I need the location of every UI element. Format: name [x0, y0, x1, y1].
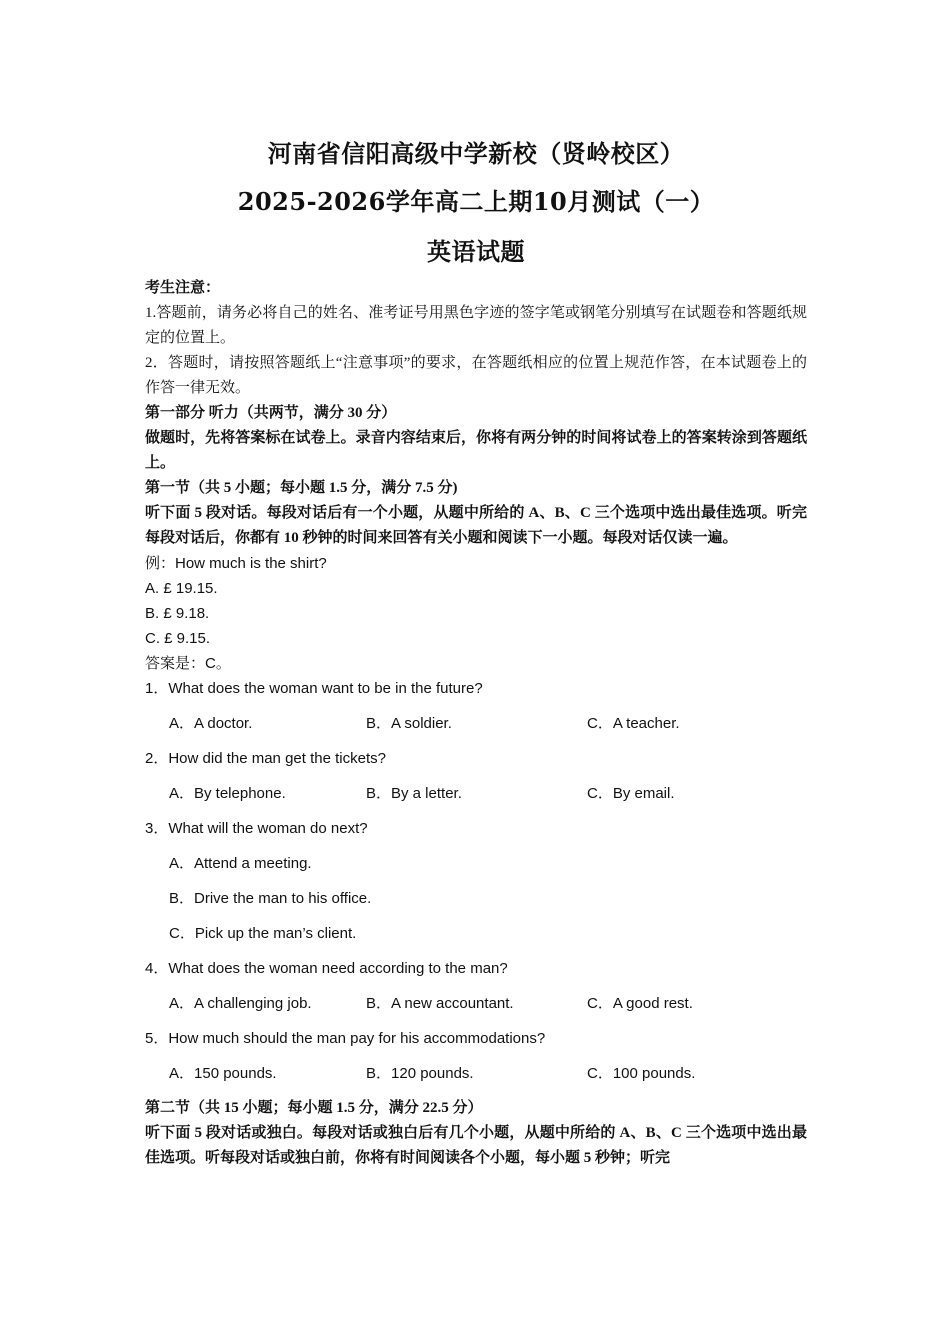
option-a: A．Attend a meeting.: [169, 855, 312, 872]
section1-heading: 第一节（共 5 小题；每小题 1.5 分，满分 7.5 分): [145, 480, 458, 496]
option-a: A．A doctor.: [169, 715, 253, 732]
section2-instruction: 听下面 5 段对话或独白。每段对话或独白后有几个小题，从题中所给的 A、B、C 三个选项中选出最佳选项。听每段对话或独白前，你将有时间阅读各个小题，每小题 5 秒钟；听完: [145, 1125, 807, 1166]
section2-block: [145, 1096, 807, 1171]
question-5: 5．How much should the man pay for his accommodations?: [145, 1030, 546, 1047]
option-b: B．By a letter.: [366, 785, 462, 802]
example-question: 例：How much is the shirt?: [145, 555, 327, 572]
part1-heading: 第一部分 听力（共两节，满分 30 分）: [145, 405, 397, 421]
notice-item-1: 1.答题前，请务必将自己的姓名、准考证号用黑色字迹的签字笔或钢笔分别填写在试题卷和答题纸规定的位置上。: [145, 305, 807, 346]
question-3: 3．What will the woman do next?: [145, 820, 368, 837]
option-c: C．100 pounds.: [587, 1065, 696, 1082]
exam-page: [145, 130, 807, 1171]
option-b: B．120 pounds.: [366, 1065, 474, 1082]
exam-title: 2025-2026学年高二上期10月测试（一）: [237, 187, 715, 216]
part1-instruction: 做题时，先将答案标在试卷上。录音内容结束后，你将有两分钟的时间将试卷上的答案转涂到答题纸上。: [145, 430, 807, 471]
option-b: B．A soldier.: [366, 715, 452, 732]
option-c: C．A good rest.: [587, 995, 693, 1012]
notice-item-2: 2．答题时，请按照答题纸上“注意事项”的要求，在答题纸相应的位置上规范作答，在本试题卷上的作答一律无效。: [145, 355, 807, 396]
question-2: 2．How did the man get the tickets?: [145, 750, 386, 767]
question-4-options: [145, 991, 807, 1016]
question-1-options: [145, 711, 807, 736]
option-a: A．By telephone.: [169, 785, 286, 802]
notice-block: [145, 276, 807, 676]
notice-heading: 考生注意：: [145, 280, 221, 296]
section2-heading: 第二节（共 15 小题；每小题 1.5 分，满分 22.5 分）: [145, 1100, 483, 1116]
option-c: C．Pick up the man’s client.: [169, 925, 357, 942]
example-option-a: A. £ 19.15.: [145, 580, 218, 597]
example-answer: 答案是：C。: [145, 655, 231, 672]
option-c: C．By email.: [587, 785, 675, 802]
section1-instruction: 听下面 5 段对话。每段对话后有一个小题，从题中所给的 A、B、C 三个选项中选出最佳选项。听完每段对话后，你都有 10 秒钟的时间来回答有关小题和阅读下一小题。每段对话仅读一遍。: [145, 505, 807, 546]
question-2-options: [145, 781, 807, 806]
question-1: 1．What does the woman want to be in the future?: [145, 680, 483, 697]
option-b: B．Drive the man to his office.: [169, 890, 372, 907]
subject-title: 英语试题: [427, 237, 525, 266]
school-title: 河南省信阳高级中学新校（贤岭校区）: [267, 139, 685, 168]
option-c: C．A teacher.: [587, 715, 680, 732]
question-4: 4．What does the woman need according to the man?: [145, 960, 508, 977]
example-option-c: C. £ 9.15.: [145, 630, 211, 647]
option-b: B．A new accountant.: [366, 995, 514, 1012]
question-5-options: [145, 1061, 807, 1086]
option-a: A．A challenging job.: [169, 995, 312, 1012]
option-a: A．150 pounds.: [169, 1065, 277, 1082]
example-option-b: B. £ 9.18.: [145, 605, 210, 622]
